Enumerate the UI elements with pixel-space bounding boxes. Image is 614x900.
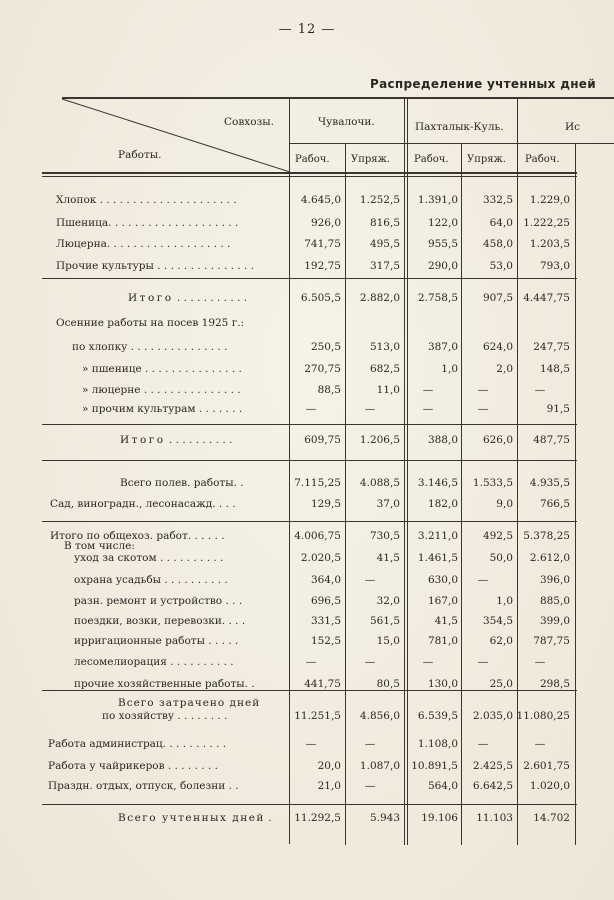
cell-r12-c3: 9,0: [496, 498, 513, 510]
row-label-spent-1: [118, 697, 288, 710]
cell-r25-c3: 2.425,5: [472, 760, 513, 772]
cell-r8-c1: 11,0: [376, 384, 400, 396]
cell-r7-c3: 2,0: [496, 363, 513, 375]
row-label-text: Всего полев. работы: [120, 477, 234, 489]
cell-r17-c2: 167,0: [427, 595, 458, 607]
row-label-autumn-other: [82, 403, 284, 416]
row-label-text: по хозяйству: [102, 710, 175, 722]
cell-r18-c3: 354,5: [482, 615, 513, 627]
row-leader-dots: . . . . . . . . . .: [161, 574, 228, 586]
col-divider-0: [289, 99, 290, 844]
row-label-autumn-alfalfa: [82, 384, 284, 397]
row-label-guard: [74, 574, 284, 587]
row-leader-dots: . . . . . .: [187, 530, 225, 542]
row-label-livestock: [74, 552, 284, 565]
cell-r3-c1: 317,5: [369, 260, 400, 272]
cell-r19-c0: 152,5: [310, 635, 341, 647]
row-label-repair: [74, 595, 284, 608]
row-leader-dots: . . .: [222, 595, 243, 607]
col-divider-5: [575, 143, 576, 845]
cell-r17-c0: 696,5: [310, 595, 341, 607]
cell-r3-c4: 793,0: [539, 260, 570, 272]
row-label-text: Итого по общехоз. работ: [50, 530, 188, 542]
cell-r13-c3: 492,5: [482, 530, 513, 542]
cell-r26-c2: 564,0: [427, 780, 458, 792]
row-label-text: Итого: [120, 434, 166, 446]
group-header-3: Ис: [565, 121, 581, 133]
col-header-4: Упряж.: [467, 154, 506, 165]
cell-r11-c4: 4.935,5: [529, 477, 570, 489]
cell-r26-c0: 21,0: [317, 780, 341, 792]
cell-r20-c2: —: [422, 656, 434, 668]
row-label-field-total: [120, 477, 284, 490]
group-header-1: Чувалочи.: [318, 116, 375, 128]
col-header-3: Рабоч.: [414, 154, 449, 165]
row-leader-dots: . . . . . . . . . .: [156, 552, 224, 564]
cell-r24-c3: —: [477, 738, 489, 750]
row-label-text: » прочим культурам: [82, 403, 196, 415]
col-header-5: Рабоч.: [525, 154, 560, 165]
cell-r9-c2: —: [422, 403, 434, 415]
cell-r6-c2: 387,0: [427, 341, 458, 353]
row-label-itogo-2: [120, 434, 284, 447]
row-label-forest: [74, 656, 284, 669]
table-heading: Распределение учтенных дней: [370, 77, 596, 91]
cell-r15-c1: 41,5: [376, 552, 400, 564]
row-label-holidays: [48, 780, 284, 793]
row-leader-dots: .: [264, 812, 272, 824]
rule-after-orchard: [42, 521, 577, 522]
cell-r13-c1: 730,5: [369, 530, 400, 542]
row-leader-dots: . . . . . . .: [195, 403, 243, 415]
row-label-text: В том числе:: [64, 540, 135, 552]
cell-r10-c0: 609,75: [304, 434, 341, 446]
cell-r16-c1: —: [364, 574, 376, 586]
cell-r2-c3: 458,0: [482, 238, 513, 250]
cell-r10-c3: 626,0: [482, 434, 513, 446]
cell-r21-c1: 80,5: [376, 678, 400, 690]
cell-r7-c0: 270,75: [304, 363, 341, 375]
cell-r3-c3: 53,0: [489, 260, 513, 272]
cell-r19-c3: 62,0: [489, 635, 513, 647]
cell-r13-c0: 4.006,75: [294, 530, 341, 542]
row-leader-dots: . . . . . . . . . . . . . . .: [141, 363, 242, 375]
row-label-autumn-wheat: [82, 363, 284, 376]
row-label-cotton: [56, 194, 284, 207]
cell-r27-c4: 14.702: [533, 812, 570, 824]
cell-r20-c3: —: [477, 656, 489, 668]
row-label-text: лесомелиорация: [74, 656, 167, 668]
row-leader-dots: . . . . . . . . . .: [165, 434, 233, 446]
cell-r11-c3: 1.533,5: [472, 477, 513, 489]
cell-r15-c2: 1.461,5: [417, 552, 458, 564]
row-leader-dots: . . . . . . . .: [164, 760, 218, 772]
cell-r0-c3: 332,5: [482, 194, 513, 206]
row-label-wheat: [56, 217, 284, 230]
cell-r24-c0: —: [305, 738, 317, 750]
cell-r7-c1: 682,5: [369, 363, 400, 375]
cell-r11-c0: 7.115,25: [294, 477, 341, 489]
cell-r25-c4: 2.601,75: [523, 760, 570, 772]
cell-r6-c4: 247,75: [533, 341, 570, 353]
cell-r26-c4: 1.020,0: [529, 780, 570, 792]
cell-r24-c2: 1.108,0: [417, 738, 458, 750]
row-leader-dots: . . . . . . . .: [174, 710, 228, 722]
cell-r10-c4: 487,75: [533, 434, 570, 446]
row-label-text: Пшеница: [56, 217, 109, 229]
cell-r4-c0: 6.505,5: [300, 292, 341, 304]
row-label-text: охрана усадьбы: [74, 574, 161, 586]
cell-r6-c0: 250,5: [310, 341, 341, 353]
cell-r4-c3: 907,5: [482, 292, 513, 304]
row-leader-dots: . . . . . . . . . . . . . . . . . . .: [106, 238, 231, 250]
row-label-other-crops: [56, 260, 284, 273]
row-label-spent-2: [102, 710, 284, 723]
cell-r8-c2: —: [422, 384, 434, 396]
row-label-text: разн. ремонт и устройство: [74, 595, 223, 607]
cell-r0-c1: 1.252,5: [359, 194, 400, 206]
cell-r18-c4: 399,0: [539, 615, 570, 627]
cell-r25-c0: 20,0: [317, 760, 341, 772]
row-label-text: Прочие культуры: [56, 260, 154, 272]
row-label-text: Праздн. отдых, отпуск, болезни: [48, 780, 226, 792]
cell-r9-c4: 91,5: [546, 403, 570, 415]
cell-r12-c0: 129,5: [310, 498, 341, 510]
rule-after-itogo2: [42, 460, 577, 461]
cell-r18-c0: 331,5: [310, 615, 341, 627]
cell-r2-c1: 495,5: [369, 238, 400, 250]
row-leader-dots: . . . .: [221, 615, 246, 627]
cell-r11-c2: 3.146,5: [417, 477, 458, 489]
cell-r19-c4: 787,75: [533, 635, 570, 647]
row-label-alfalfa: [56, 238, 284, 251]
cell-r21-c3: 25,0: [489, 678, 513, 690]
cell-r27-c3: 11.103: [476, 812, 513, 824]
cell-r19-c1: 15,0: [376, 635, 400, 647]
cell-r15-c4: 2.612,0: [529, 552, 570, 564]
cell-r0-c4: 1.229,0: [529, 194, 570, 206]
col-header-2: Упряж.: [351, 154, 390, 165]
row-label-other-household: [74, 678, 284, 691]
cell-r8-c0: 88,5: [317, 384, 341, 396]
row-leader-dots: . .: [244, 678, 255, 690]
cell-r1-c0: 926,0: [310, 217, 341, 229]
cell-r12-c1: 37,0: [376, 498, 400, 510]
row-leader-dots: . . . . .: [204, 635, 239, 647]
row-label-text: ирригационные работы: [74, 635, 205, 647]
cell-r10-c1: 1.206,5: [359, 434, 400, 446]
group-header-2: Пахталык-Куль.: [415, 121, 504, 133]
cell-r7-c4: 148,5: [539, 363, 570, 375]
cell-r21-c0: 441,75: [304, 678, 341, 690]
cell-r27-c1: 5.943: [369, 812, 400, 824]
corner-top-label: Совхозы.: [224, 116, 274, 128]
row-label-irrigation: [74, 635, 284, 648]
cell-r17-c1: 32,0: [376, 595, 400, 607]
rule-before-total: [42, 804, 577, 805]
cell-r26-c3: 6.642,5: [472, 780, 513, 792]
cell-r18-c2: 41,5: [434, 615, 458, 627]
cell-r3-c2: 290,0: [427, 260, 458, 272]
cell-r23-c0: 11.251,5: [294, 710, 341, 722]
row-label-chairikers: [48, 760, 284, 773]
row-leader-dots: . .: [233, 477, 244, 489]
row-label-text: Сад, виноградн., лесонасажд.: [50, 498, 216, 510]
col-header-1: Рабоч.: [295, 154, 330, 165]
rule-before-itogo2: [42, 424, 577, 425]
cell-r9-c0: —: [305, 403, 317, 415]
row-label-autumn-cotton: [72, 341, 284, 354]
cell-r10-c2: 388,0: [427, 434, 458, 446]
cell-r8-c3: —: [477, 384, 489, 396]
cell-r6-c1: 513,0: [369, 341, 400, 353]
cell-r12-c2: 182,0: [427, 498, 458, 510]
cell-r16-c0: 364,0: [310, 574, 341, 586]
row-label-orchards: [50, 498, 284, 511]
cell-r13-c4: 5.378,25: [523, 530, 570, 542]
cell-r24-c4: —: [534, 738, 546, 750]
cell-r17-c4: 885,0: [539, 595, 570, 607]
cell-r0-c2: 1.391,0: [417, 194, 458, 206]
row-label-text: » пшенице: [82, 363, 142, 375]
row-label-grand-total: [118, 812, 284, 825]
row-label-text: Осенние работы на посев 1925 г.:: [56, 317, 245, 329]
row-leader-dots: . . .: [215, 498, 236, 510]
cell-r26-c1: —: [364, 780, 376, 792]
cell-r4-c4: 4.447,75: [523, 292, 570, 304]
row-leader-dots: . . . . . . . . . . . . . . .: [127, 341, 228, 353]
cell-r2-c0: 741,75: [304, 238, 341, 250]
cell-r1-c3: 64,0: [489, 217, 513, 229]
cell-r12-c4: 766,5: [539, 498, 570, 510]
row-label-text: уход за скотом: [74, 552, 157, 564]
cell-r23-c1: 4.856,0: [359, 710, 400, 722]
row-label-text: Люцерна: [56, 238, 107, 250]
row-leader-dots: . . . . . . . . .: [166, 738, 227, 750]
cell-r16-c4: 396,0: [539, 574, 570, 586]
cell-r8-c4: —: [534, 384, 546, 396]
cell-r9-c1: —: [364, 403, 376, 415]
cell-r11-c1: 4.088,5: [359, 477, 400, 489]
corner-bottom-label: Работы.: [118, 149, 162, 161]
cell-r19-c2: 781,0: [427, 635, 458, 647]
cell-r23-c4: 11.080,25: [516, 710, 570, 722]
cell-r20-c0: —: [305, 656, 317, 668]
row-leader-dots: . . . . . . . . . . . . . . .: [140, 384, 241, 396]
row-label-admin: [48, 738, 284, 751]
cell-r27-c2: 19.106: [421, 812, 458, 824]
cell-r15-c0: 2.020,5: [300, 552, 341, 564]
cell-r25-c2: 10.891,5: [411, 760, 458, 772]
cell-r20-c4: —: [534, 656, 546, 668]
cell-r24-c1: —: [364, 738, 376, 750]
cell-r13-c2: 3.211,0: [417, 530, 458, 542]
cell-r25-c1: 1.087,0: [359, 760, 400, 772]
cell-r15-c3: 50,0: [489, 552, 513, 564]
cell-r4-c2: 2.758,5: [417, 292, 458, 304]
page-number: — 12 —: [278, 22, 336, 37]
cell-r16-c2: 630,0: [427, 574, 458, 586]
row-label-text: Хлопок: [56, 194, 97, 206]
row-leader-dots: . .: [225, 780, 239, 792]
row-label-text: поездки, возки, перевозки: [74, 615, 222, 627]
row-label-text: » люцерне: [82, 384, 141, 396]
cell-r21-c2: 130,0: [427, 678, 458, 690]
row-leader-dots: . . . . . . . . . . .: [173, 292, 248, 304]
cell-r23-c2: 6.539,5: [417, 710, 458, 722]
cell-r2-c2: 955,5: [427, 238, 458, 250]
col-divider-2a: [404, 99, 405, 845]
cell-r1-c1: 816,5: [369, 217, 400, 229]
cell-r3-c0: 192,75: [304, 260, 341, 272]
row-label-text: Работа у чайрикеров: [48, 760, 165, 772]
cell-r4-c1: 2.882,0: [359, 292, 400, 304]
row-label-autumn-work: [56, 317, 288, 330]
cell-r20-c1: —: [364, 656, 376, 668]
cell-r1-c4: 1.222,25: [523, 217, 570, 229]
cell-r27-c0: 11.292,5: [294, 812, 341, 824]
row-label-text: Итого: [128, 292, 174, 304]
cell-r7-c2: 1,0: [441, 363, 458, 375]
row-leader-dots: . . . . . . . . . . . . . . . . . . . .: [108, 217, 239, 229]
row-label-text: Всего учтенных дней: [118, 812, 265, 824]
row-label-text: Всего затрачено дней: [118, 697, 261, 709]
cell-r6-c3: 624,0: [482, 341, 513, 353]
row-label-transport: [74, 615, 284, 628]
col-divider-4: [517, 99, 518, 845]
cell-r9-c3: —: [477, 403, 489, 415]
row-leader-dots: . . . . . . . . . . . . . . . . . . . . .: [96, 194, 237, 206]
row-label-text: Работа администрац.: [48, 738, 167, 750]
cell-r21-c4: 298,5: [539, 678, 570, 690]
row-label-text: по хлопку: [72, 341, 128, 353]
row-label-itogo-1: [128, 292, 284, 305]
cell-r1-c2: 122,0: [427, 217, 458, 229]
cell-r0-c0: 4.645,0: [300, 194, 341, 206]
rule-after-crops: [42, 278, 577, 279]
cell-r17-c3: 1,0: [496, 595, 513, 607]
cell-r16-c3: —: [477, 574, 489, 586]
row-leader-dots: . . . . . . . . . . . . . . .: [153, 260, 255, 272]
cell-r2-c4: 1.203,5: [529, 238, 570, 250]
cell-r23-c3: 2.035,0: [472, 710, 513, 722]
col-divider-2b: [407, 99, 408, 845]
row-leader-dots: . . . . . . . . . .: [166, 656, 234, 668]
cell-r18-c1: 561,5: [369, 615, 400, 627]
row-label-text: прочие хозяйственные работы: [74, 678, 245, 690]
